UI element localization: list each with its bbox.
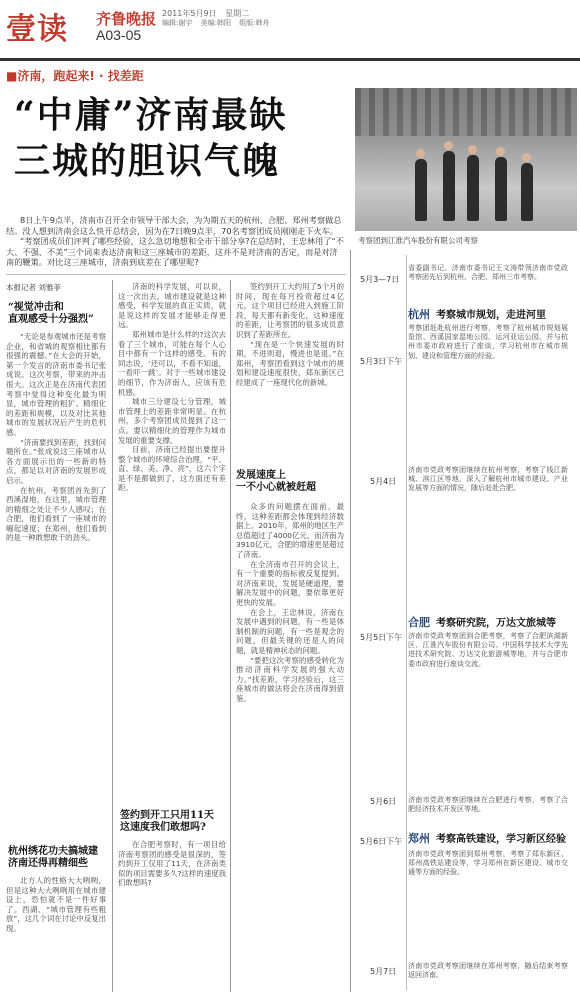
timeline-date: 5月3—7日 <box>360 275 400 284</box>
column-rule <box>350 250 351 992</box>
timeline-date: 5月4日 <box>370 477 397 486</box>
timeline-city: 杭州 <box>408 308 430 321</box>
timeline-entry-zhengzhou <box>408 830 566 846</box>
body-column-2 <box>118 282 226 802</box>
body-column-3 <box>236 282 344 462</box>
subhead-3-line-2: 一不小心就被赶超 <box>236 482 316 493</box>
body-column-3-bottom <box>236 502 344 990</box>
headline-line-1: “中庸”济南最缺 <box>14 94 288 136</box>
subhead-2-line-1: 杭州绣花功夫搞城建 <box>8 846 98 857</box>
timeline-entry-hangzhou <box>408 306 546 322</box>
photo-person <box>467 155 479 221</box>
body-paragraph: 在合肥考察时，有一项目给济南考察团的感受是很深的，签约到开工仅用了11天，在济南类似的项目需要多久?这样的速度我们敢想吗? <box>118 840 226 888</box>
timeline-date: 5月3日下午 <box>360 357 403 366</box>
photo-ceiling <box>355 88 577 136</box>
timeline-title: 考察研究院，万达文旅城等 <box>436 618 556 629</box>
issue-date-text: 2011年5月9日 <box>162 9 217 18</box>
timeline-entry-hefei <box>408 614 556 630</box>
subhead-2 <box>8 846 98 870</box>
photo-person <box>521 163 533 221</box>
photo-person <box>415 159 427 221</box>
lead-text-2: “考察团成员们评判了哪些经验，这么急切地想和全市干部分享?在总结时，王忠林用了“不大、不强、不美”三个词来表达济南和这三座城市的差距，这并不是对济南的否定，而是对济南的鞭策。对比这三座城市，济南到底差在了哪里呢? <box>6 236 344 267</box>
subhead-4-line-1: 签约到开工只用11天 <box>120 810 214 821</box>
timeline-axis <box>406 255 407 990</box>
timeline-text: 济南市党政考察团继续在郑州考察，随后结束考察返回济南。 <box>408 962 568 980</box>
subhead-4-line-2: 这速度我们敢想吗? <box>120 822 206 833</box>
headline-line-2: 三城的胆识气魄 <box>14 140 281 182</box>
timeline-date: 5月5日下午 <box>360 633 403 642</box>
photo-caption: 考察团到江淮汽车股份有限公司考察 <box>358 236 478 245</box>
photo-person-head <box>468 145 477 154</box>
headline <box>14 92 287 184</box>
timeline-date: 5月6日下午 <box>360 837 403 846</box>
timeline-text: 济南市党政考察团继续在杭州考察，考察了钱江新城、滨江区等地，深入了解杭州市城市建设、产业发展等方面的情况，随后赶赴合肥。 <box>408 466 568 493</box>
photo-person <box>495 157 507 221</box>
newspaper-name: 齐鲁晚报 <box>96 10 157 28</box>
editor-credits <box>162 18 276 28</box>
body-column-1 <box>6 332 106 832</box>
editor: 编辑:谢宇 <box>162 19 193 27</box>
body-paragraph: 签约到开工大约用了5个月的时间，现在每月投资超过4亿元，这个项目已经进入到施工阶段，每天都有新变化，这种速度的差距，让考察团的很多成员意识到了差距所在。 <box>236 282 344 339</box>
body-paragraph: 目前，济南已经提出要提升整个城市的环境综合治理，“平、直、绿、美、净、亮”，这六个字是不是都做到了，这方面还有差距。 <box>118 445 226 493</box>
lead-text-1: 8日上午9点半，济南市召开全市领导干部大会，为为期五天的杭州、合肥、郑州考察做总结。没人想到济南会这么快开总结会，因为在7日晚9点半，70名考察团成员刚刚走下火车。 <box>6 215 342 236</box>
timeline-text: 考察团赶赴杭州进行考察，考察了杭州城市规划展览馆、西溪国家湿地公园、运河亚运公园，并与杭州市委市政府进行了座谈，学习杭州市在城市规划、建设和管理方面的经验。 <box>408 324 568 360</box>
column-tag-text: ■济南，跑起来! · 找差距 <box>6 68 144 83</box>
page-number: A03-05 <box>96 27 142 43</box>
timeline-text: 济南市党政考察团到郑州考察，考察了郑东新区、郑州高铁站建设等，学习郑州在新区建设、城市交通等方面的经验。 <box>408 850 568 877</box>
designer: 美编:韩阳 <box>200 19 231 27</box>
body-paragraph: “无论是参观城市还是考察企业，和省城的观察相比都有很强的震撼。”在大会的开始，第一个发言的济南市委书记张成说。这次考察，带来的冲击很大。这次正是在济南代表团考察中觉得这种变化最为明显，城市管理的粗犷、精细化的差距和规模，以及对比其他城市的发展状况后产生的危机感。 <box>6 332 106 437</box>
subhead-3-line-1: 发展速度上 <box>236 470 286 481</box>
body-paragraph: 北方人的性格大大咧咧，但是这种大大咧咧用在城市建设上，恐怕就不是一件好事了。西湖、“城市管理有些粗放”，这几个词在讨论中反复出现。 <box>6 876 106 933</box>
subhead-3 <box>236 470 316 494</box>
photo-person-head <box>416 149 425 158</box>
column-rule <box>230 280 231 992</box>
header-rule <box>0 58 580 61</box>
subhead-2-line-2: 济南还得再精细些 <box>8 858 88 869</box>
photo-person <box>443 151 455 221</box>
section-kicker: 壹读 <box>6 12 68 47</box>
subhead-4 <box>120 810 214 834</box>
column-tag <box>6 66 144 84</box>
subhead-1 <box>8 302 94 326</box>
photo-person-head <box>522 153 531 162</box>
proofreader: 组版:韩舟 <box>239 19 270 27</box>
body-paragraph: 郑州城市是什么样的?这次去看了三个城市，可能在每个人心目中都有一个这样的感受。有的同志说，‘还可以，不看不知道，一看吓一跳’。对于一些城市建设的细节，作为济南人，应该有危机感。 <box>118 329 226 397</box>
body-column-2-bottom <box>118 840 226 990</box>
timeline-title: 考察城市规划，走进河里 <box>436 310 546 321</box>
lead-paragraph <box>6 215 344 268</box>
divider <box>6 274 346 275</box>
body-paragraph: “济南要找到差距，找到问题所在。”张成说这三座城市从各方面展示出的一些新的特点，都足以对济南的发展形成启示。 <box>6 437 106 485</box>
timeline-city: 合肥 <box>408 616 430 629</box>
subhead-1-line-2: 直观感受十分强烈” <box>8 314 94 325</box>
photo-person-head <box>444 141 453 150</box>
body-paragraph: 在杭州，考察团首先到了西溪湿地，在这里，城市管理的精细之处让不少人感叹；在合肥，他们看到了一座城市的崛起速度；在郑州，他们看到的是一种敢想敢干的劲头。 <box>6 485 106 543</box>
body-paragraph: 在全济南市召开的会议上，有一个重要的指标被反复提到。对济南来说，发展是硬道理，要解决发展中的问题，要依靠更好更快的发展。 <box>236 559 344 607</box>
photo-person-head <box>496 147 505 156</box>
article-photo <box>355 88 577 231</box>
body-paragraph: 在会上，王忠林说，济南在发展中遇到的问题，有一些是体制机制的问题，有一些是观念的问题，但最关键的还是人的问题，就是精神状态的问题。 <box>236 607 344 655</box>
timeline-text: 济南市党政考察团到合肥考察，考察了合肥滨湖新区、江淮汽车股份有限公司、中国科学技术大学先进技术研究院、万达文化旅游城等地，并与合肥市委市政府进行座谈交流。 <box>408 632 568 668</box>
issue-weekday: 星期二 <box>225 9 250 18</box>
timeline-title: 考察高铁建设，学习新区经验 <box>436 834 566 845</box>
timeline-text: 济南市党政考察团继续在合肥进行考察，考察了合肥经济技术开发区等地。 <box>408 796 568 814</box>
timeline-text: 省委副书记、济南市委书记王文涛带领济南市党政考察团先后到杭州、合肥、郑州三市考察。 <box>408 264 568 282</box>
byline: 本报记者 刘雅菲 <box>6 283 61 292</box>
subhead-1-line-1: “视觉冲击和 <box>8 302 64 313</box>
body-paragraph: 城市三分建设七分管理，城市管理上的差距非常明显。在杭州，多个考察团成员提到了这一点。要以精细化的管理作为城市发展的重要支撑。 <box>118 397 226 445</box>
body-paragraph: “现在是一个快速发展的时期，不进则退，慢进也是退。”在郑州，考察团看到这个城市的规划和建设速度很快，郑东新区已经建成了一座现代化的新城。 <box>236 339 344 387</box>
timeline-date: 5月6日 <box>370 797 397 806</box>
body-column-1-bottom <box>6 876 106 991</box>
body-paragraph: 济南的科学发展，可以说，这一次出去，城市建设就是这种感受，科学发展的真正实质，就是说这样的发展才能够走得更远。 <box>118 282 226 330</box>
timeline-date: 5月7日 <box>370 967 397 976</box>
body-paragraph: “要把这次考察的感受转化为推动济南科学发展的强大动力。”找差距，学习经验后，这三座城市的做法将会在济南得到借鉴。 <box>236 655 344 703</box>
timeline-city: 郑州 <box>408 832 430 845</box>
body-paragraph: 众多的问题摆在面前，最终，这种差距都会体现到经济数据上。2010年，郑州的地区生产总值超过了4000亿元，而济南为3910亿元，合肥的增速更是超过了济南。 <box>236 502 344 559</box>
column-rule <box>112 280 113 992</box>
